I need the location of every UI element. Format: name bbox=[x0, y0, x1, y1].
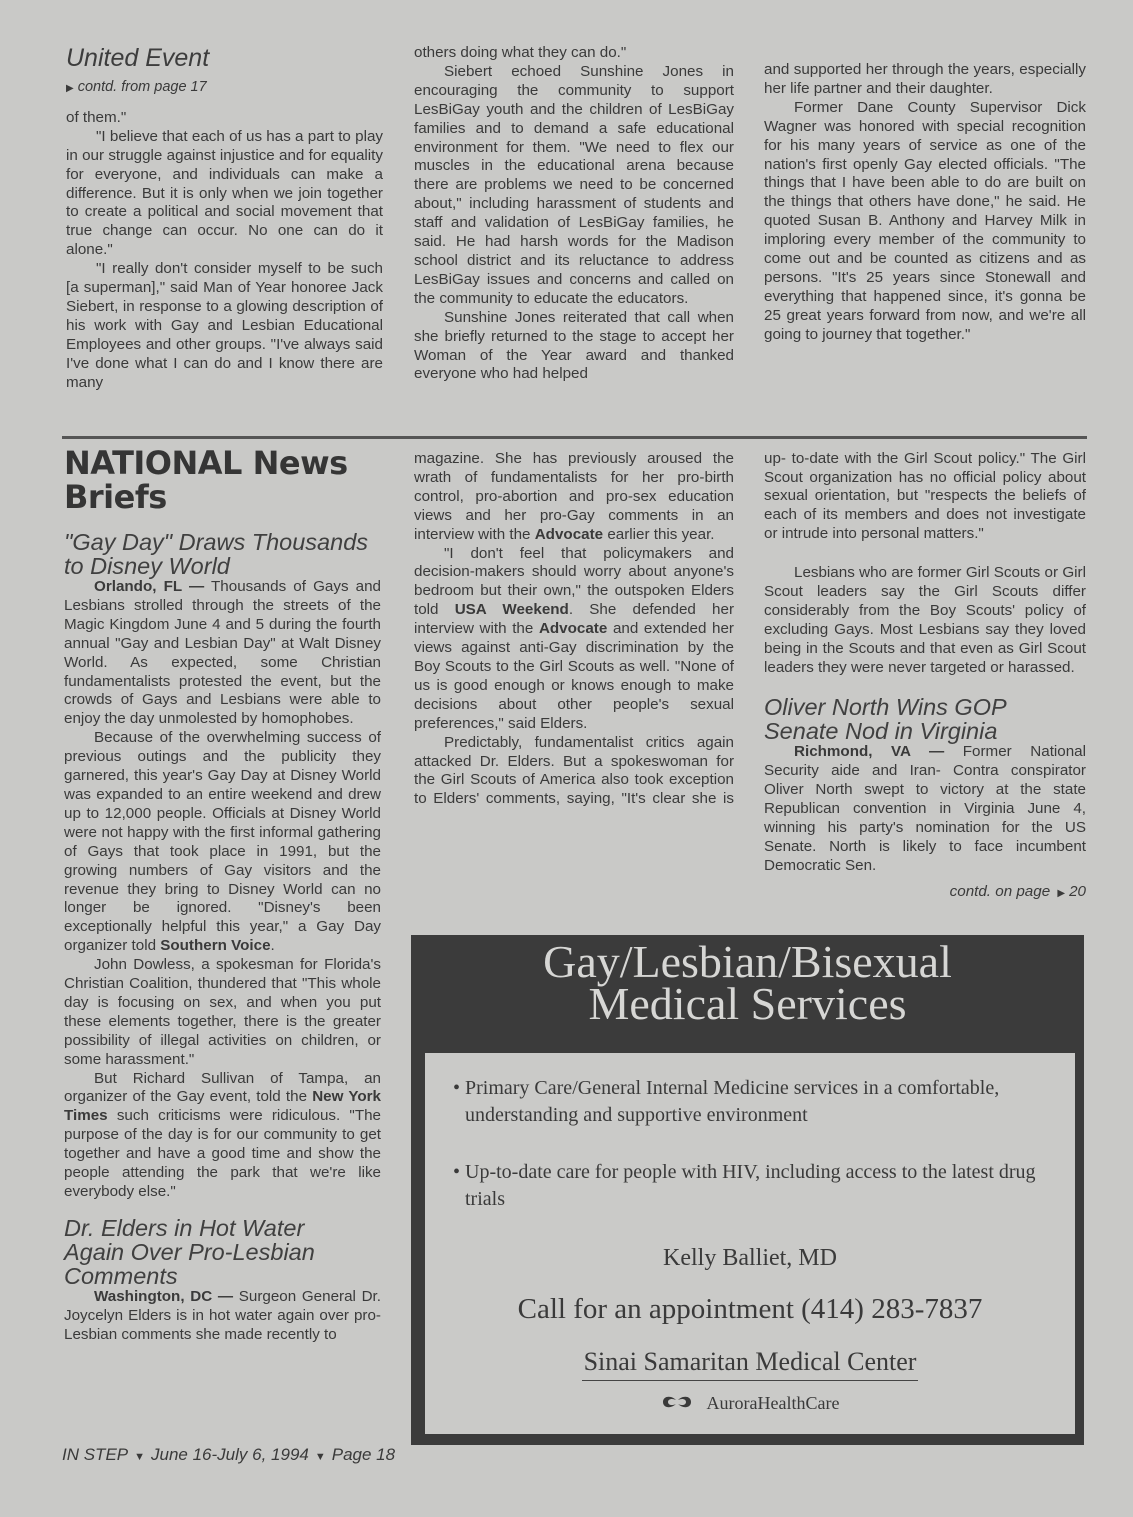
paragraph: Former Dane County Supervisor Dick Wagner was honored with special recognition for his many years of service as one of the nation's first openly Gay elected officials. "The things that I have been able to do are built on the things that others have done," he said. He quoted Susan B. Anthony and Harvey Milk in imploring every member of the community to come out and be counted as citizens and as persons. "It's 25 years since Stonewall and everything that happened since, it's gonna be 25 great years forward from now, and we're all going to journey that together." bbox=[764, 98, 1086, 343]
triangle-right-icon: ▶ bbox=[66, 83, 74, 94]
bullet-icon: • bbox=[453, 1161, 461, 1183]
doctor-name: Kelly Balliet, MD bbox=[663, 1245, 837, 1271]
headline-gay-day: "Gay Day" Draws Thousands to Disney World bbox=[64, 529, 369, 579]
contd-on bbox=[764, 883, 1086, 904]
paragraph: "I believe that each of us has a part to play in our struggle against injustice and for equality for everyone, and individuals can make a difference. But it is only when we join together to create a political and social movement that true change can occur. No one can do it alone." bbox=[66, 127, 383, 259]
dateline: Orlando, FL — bbox=[94, 578, 205, 595]
united-event-col3 bbox=[764, 61, 1086, 345]
dateline: Washington, DC — bbox=[94, 1287, 234, 1305]
paragraph: "I really don't consider myself to be such [a superman]," said Man of Year honoree Jack Siebert, in response to a glowing description of his work with Gay and Lesbian Educational Employees and other groups. "I've always said I've done what I can do and I know there are many bbox=[66, 260, 383, 391]
aurora-logo-icon bbox=[661, 1394, 693, 1415]
ad-bullet bbox=[453, 1159, 1055, 1213]
text: Surgeon General Dr. Joycelyn Elders is in hot water again over pro-Lesbian comments she made recently to bbox=[64, 1287, 381, 1343]
national-col3 bbox=[764, 450, 1086, 904]
contd-from-text: contd. from page 17 bbox=[77, 79, 207, 95]
ad-title-line2: Medical Services bbox=[588, 978, 907, 1029]
paragraph bbox=[764, 450, 1086, 564]
paragraph: Siebert echoed Sunshine Jones in encouraging the community to support LesBiGay youth and the children of LesBiGay families and to demand a safe educational environment for them. "We need to flex our muscles in the educational arena because there are problems we need to be concerned about," including harassment of students and staff and validation of LesBiGay families, he said. He had harsh words for the Madison school district and its reluctance to address LesBiGay issues and concerns and called on the community to educate the educators. bbox=[414, 62, 734, 307]
ad-body bbox=[425, 1053, 1075, 1434]
section-divider bbox=[62, 436, 1087, 439]
publication-name: Advocate bbox=[538, 620, 608, 638]
headline-oliver-north: Oliver North Wins GOP Senate Nod in Virginia bbox=[764, 694, 1006, 745]
national-col2 bbox=[414, 450, 734, 810]
text: Former National Security aide and Iran- Contra conspirator Oliver North swept to victory at the state Republican convention in Virginia June 4, winning his party's nomination for the US Senate. North is likely to face incumbent Democratic Sen. bbox=[764, 743, 1086, 874]
text: up- to-date with the Girl Scout policy." The Girl Scout organization has no official policy about sexual orientation, but "respects the beliefs of each of its members and does not investigate or intrude into personal matters." bbox=[764, 450, 1086, 543]
bullet-icon: • bbox=[453, 1077, 461, 1099]
publication-name: New York Times bbox=[64, 1088, 381, 1125]
contd-from bbox=[66, 78, 383, 99]
paragraph bbox=[64, 1288, 381, 1344]
publication-name: Advocate bbox=[534, 525, 604, 543]
page-number: Page 18 bbox=[331, 1445, 396, 1464]
paragraph: John Dowless, a spokesman for Florida's Christian Coalition, thundered that "This whole day is focusing on sex, and when you put these elements together, there is the greater possibility of illegal activities on children, or some harassment." bbox=[64, 956, 381, 1068]
paragraph: Lesbians who are former Girl Scouts or Girl Scout leaders say the Girl Scouts differ considerably from the Boy Scouts' policy of excluding Gays. Most Lesbians say they loved being in the Scouts and that even as Girl Scout leaders they were never targeted or harassed. bbox=[764, 564, 1086, 676]
triangle-right-icon: ▶ bbox=[1057, 887, 1066, 899]
section-title: NATIONAL News Briefs bbox=[64, 444, 348, 516]
paragraph bbox=[64, 729, 381, 956]
medical-center bbox=[425, 1347, 1075, 1381]
text: . She defended her interview with the bbox=[414, 601, 734, 638]
contd-on-text: contd. on page bbox=[949, 882, 1051, 900]
issue-dates: June 16-July 6, 1994 bbox=[151, 1445, 309, 1464]
headline-dr-elders: Dr. Elders in Hot Water Again Over Pro-Lesbian Comments bbox=[64, 1214, 315, 1289]
kicker-united-event: United Event bbox=[66, 44, 210, 72]
text: . bbox=[270, 937, 275, 955]
text: such criticisms were ridiculous. "The purpose of the day is for our community to get together and have a good time and show the people attending the park that we're like everybody else." bbox=[64, 1107, 381, 1200]
call-line: Call for an appointment (414) 283-7837 bbox=[517, 1293, 983, 1325]
dateline: Richmond, VA — bbox=[794, 743, 945, 761]
publication-name: USA Weekend bbox=[454, 601, 569, 619]
paragraph: Sunshine Jones reiterated that call when she briefly returned to the stage to accept her Woman of the Year award and thanked everyone who had helped bbox=[414, 308, 734, 383]
text: earlier this year. bbox=[603, 525, 715, 543]
text: But Richard Sullivan of Tampa, an organizer of the Gay event, told the bbox=[64, 1069, 381, 1106]
triangle-down-icon: ▼ bbox=[314, 1451, 326, 1463]
paragraph bbox=[414, 545, 734, 734]
publication-name: Southern Voice bbox=[160, 937, 271, 955]
paragraph bbox=[64, 1070, 381, 1202]
brand-line bbox=[425, 1393, 1075, 1415]
united-event-col1 bbox=[66, 44, 383, 393]
ad-title-line1: Gay/Lesbian/Bisexual bbox=[543, 936, 952, 987]
paragraph: and supported her through the years, especially her life partner and their daughter. bbox=[764, 61, 1086, 97]
text: "I don't feel that policymakers and decision-makers should worry about anyone's bedroom but their own," the outspoken Elders told bbox=[414, 544, 734, 619]
page-footer bbox=[62, 1445, 395, 1465]
paragraph: of them." bbox=[66, 108, 127, 126]
paragraph bbox=[414, 450, 734, 545]
text: and extended her views against anti-Gay discrimination by the Boy Scouts to the Girl Scouts as well. "None of us is good enough or knows enough to make decisions about other people's sexual preferences," said Elders. bbox=[414, 620, 734, 732]
medical-services-ad bbox=[411, 935, 1084, 1445]
ad-bullet bbox=[453, 1075, 1055, 1129]
text: Because of the overwhelming success of previous outings and the publicity they garnered, this year's Gay Day at Disney World was expanded to an entire weekend and drew up to 12,000 people. Officials at Disney World were not happy with the first informal gathering of Gays that took place in 1991, but the growing numbers of Gay visitors and the revenue they bring to Disney World can no longer be ignored. "Disney's been exceptionally helpful this year," a Gay Day organizer told bbox=[64, 729, 381, 955]
ad-title bbox=[411, 936, 1084, 1029]
paragraph: others doing what they can do." bbox=[414, 44, 627, 61]
brand-name: AuroraHealthCare bbox=[706, 1393, 840, 1413]
paragraph bbox=[64, 578, 381, 729]
medical-center-name: Sinai Samaritan Medical Center bbox=[582, 1347, 919, 1381]
united-event-col2 bbox=[414, 44, 734, 384]
triangle-down-icon: ▼ bbox=[134, 1451, 146, 1463]
paragraph: Predictably, fundamentalist critics again attacked Dr. Elders. But a spokeswoman for the Girl Scouts of America also took exception to Elders' comments, saying, "It's clear she is bbox=[414, 733, 734, 808]
text: magazine. She has previously aroused the wrath of fundamentalists for her pro-birth control, pro-abortion and pro-sex education views and her pro-Gay comments in an interview with the bbox=[414, 450, 734, 543]
publication-name: IN STEP bbox=[62, 1445, 129, 1464]
text: Thousands of Gays and Lesbians strolled through the streets of the Magic Kingdom June 4 and 5 during the fourth annual "Gay and Lesbian Day" at Walt Disney World. As expected, some Christian fundamentalists protested the event, but the crowds of Gays and Lesbians were able to enjoy the day unmolested by homophobes. bbox=[64, 578, 381, 728]
ad-bullet-text: Up-to-date care for people with HIV, including access to the latest drug trials bbox=[465, 1161, 1036, 1210]
paragraph bbox=[764, 743, 1086, 875]
ad-bullet-text: Primary Care/General Internal Medicine services in a comfortable, understanding and supportive environment bbox=[465, 1077, 1000, 1126]
contd-page-number: 20 bbox=[1069, 882, 1086, 900]
national-col1 bbox=[64, 446, 381, 1344]
